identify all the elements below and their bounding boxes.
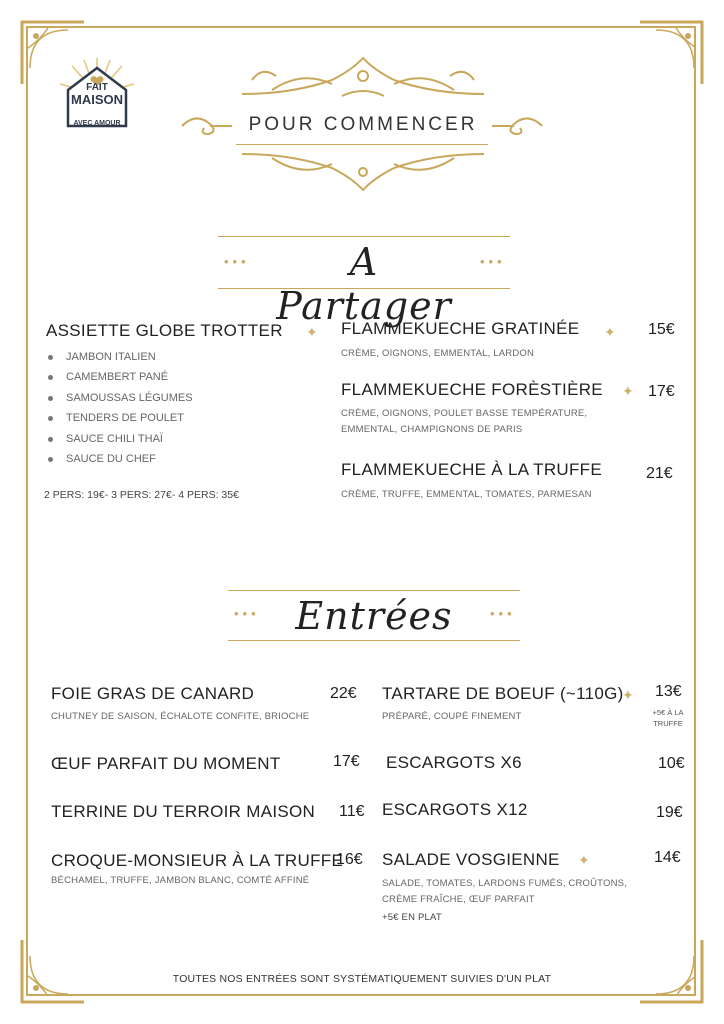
- list-item: SAMOUSSAS LÉGUMES: [44, 388, 284, 408]
- section-title-partager: A Partager: [276, 240, 452, 328]
- list-item: TENDERS DE POULET: [44, 408, 284, 428]
- item-price: 22€: [330, 685, 357, 702]
- item-price: 21€: [646, 465, 673, 482]
- section-title-entrees: Entrées: [295, 594, 453, 638]
- assiette-prices: 2 PERS: 19€- 3 PERS: 27€- 4 PERS: 35€: [44, 489, 239, 501]
- item-price: 15€: [648, 321, 675, 338]
- item-desc: CHUTNEY DE SAISON, ÉCHALOTE CONFITE, BRIOCHE: [51, 711, 310, 722]
- fait-maison-logo: [54, 54, 140, 134]
- item-price: 16€: [336, 851, 363, 868]
- flourish-icon: [232, 50, 494, 102]
- item-note: +5€ À LA TRUFFE: [652, 708, 684, 728]
- item-note: +5€ EN PLAT: [382, 912, 442, 923]
- list-item: JAMBON ITALIEN: [44, 347, 284, 367]
- item-title: ESCARGOTS X12: [382, 800, 528, 819]
- banner-dots: •••: [224, 254, 250, 269]
- item-price: 11€: [339, 803, 365, 820]
- item-price: 19€: [656, 804, 683, 821]
- item-desc: SALADE, TOMATES, LARDONS FUMÉS, CROÛTONS, CRÈME FRAÎCHE, ŒUF PARFAIT: [382, 878, 628, 905]
- item-title: CROQUE-MONSIEUR À LA TRUFFE: [51, 851, 344, 870]
- assiette-list: [44, 347, 284, 469]
- list-item: CAMEMBERT PANÉ: [44, 367, 284, 387]
- item-title: FLAMMEKUECHE À LA TRUFFE: [341, 460, 602, 479]
- item-title: ŒUF PARFAIT DU MOMENT: [51, 754, 281, 773]
- item-title: FLAMMEKUECHE FORÈSTIÈRE: [341, 380, 603, 399]
- item-title: ESCARGOTS X6: [386, 753, 522, 772]
- flourish-icon: [232, 150, 494, 196]
- banner-line: [228, 590, 520, 591]
- item-price: 13€: [655, 683, 682, 700]
- banner-dots: •••: [490, 606, 516, 621]
- title-underline: [236, 144, 488, 145]
- item-title: FOIE GRAS DE CANARD: [51, 684, 255, 703]
- item-price: 10€: [658, 755, 685, 772]
- sparkle-icon: ✦: [604, 324, 616, 340]
- corner-ornament-icon: [636, 936, 706, 1006]
- item-desc: BÉCHAMEL, TRUFFE, JAMBON BLANC, COMTÉ AFFINÉ: [51, 875, 310, 886]
- item-price: 17€: [648, 383, 675, 400]
- logo-line1: FAIT: [86, 82, 108, 93]
- corner-ornament-icon: [636, 18, 706, 88]
- item-desc: PRÉPARÉ, COUPÉ FINEMENT: [382, 711, 522, 722]
- sparkle-icon: ✦: [306, 324, 318, 340]
- item-title: TERRINE DU TERROIR MAISON: [51, 802, 316, 821]
- item-title: TARTARE DE BOEUF (~110G): [382, 684, 624, 703]
- item-title: FLAMMEKUECHE GRATINÉE: [341, 319, 580, 338]
- list-item: SAUCE CHILI THAÏ: [44, 429, 284, 449]
- sparkle-icon: ✦: [578, 852, 590, 868]
- item-title: SALADE VOSGIENNE: [382, 850, 560, 869]
- banner-line: [228, 640, 520, 641]
- corner-ornament-icon: [18, 936, 88, 1006]
- item-desc: CRÈME, TRUFFE, EMMENTAL, TOMATES, PARMESAN: [341, 489, 592, 500]
- banner-dots: •••: [234, 606, 260, 621]
- list-item: SAUCE DU CHEF: [44, 449, 284, 469]
- logo-line2: MAISON: [71, 92, 123, 107]
- item-price: 17€: [333, 753, 360, 770]
- banner-dots: •••: [480, 254, 506, 269]
- item-price: 14€: [654, 849, 681, 866]
- sparkle-icon: ✦: [622, 383, 634, 399]
- page-title: POUR COMMENCER: [248, 114, 478, 135]
- item-desc: CRÈME, OIGNONS, POULET BASSE TEMPÉRATURE, EMMENTAL, CHAMPIGNONS DE PARIS: [341, 408, 588, 435]
- logo-line3: AVEC AMOUR: [73, 120, 121, 127]
- sparkle-icon: ✦: [622, 687, 634, 703]
- footer-note: TOUTES NOS ENTRÉES SONT SYSTÉMATIQUEMENT SUIVIES D'UN PLAT: [172, 973, 552, 985]
- item-title: ASSIETTE GLOBE TROTTER: [46, 321, 283, 340]
- item-desc: CRÈME, OIGNONS, EMMENTAL, LARDON: [341, 348, 535, 359]
- banner-line: [218, 236, 510, 237]
